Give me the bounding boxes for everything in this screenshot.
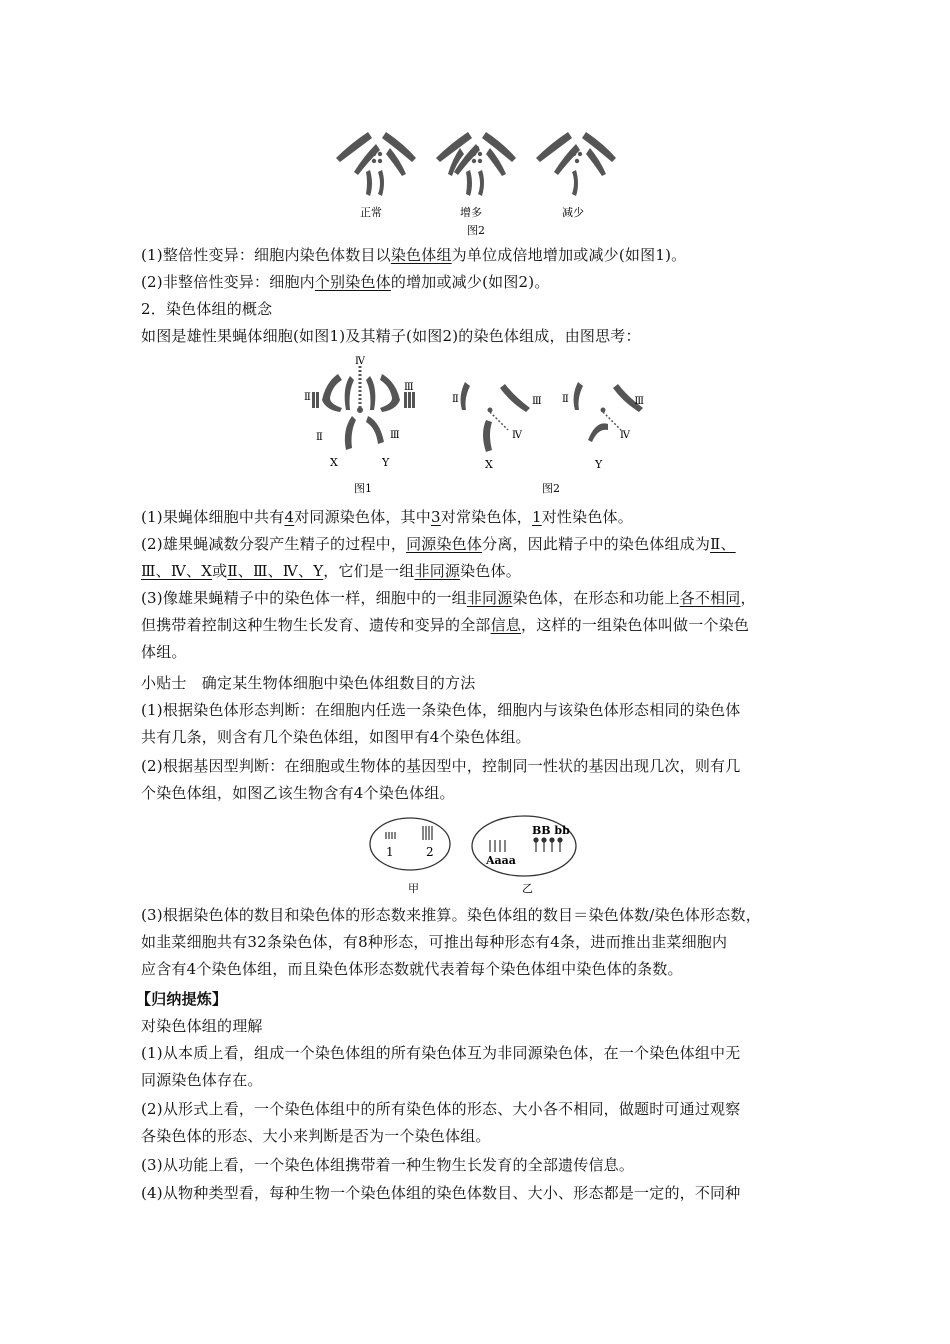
summary-2-line-2: 各染色体的形态、大小来判断是否为一个染色体组。 bbox=[141, 1127, 491, 1145]
answer-blank: 信息 bbox=[490, 616, 522, 634]
answer-blank: 非同源 bbox=[414, 562, 461, 580]
answer-blank: Ⅱ、Ⅲ、Ⅳ、Y bbox=[227, 562, 324, 580]
label-normal: 正常 bbox=[360, 206, 382, 219]
tip-2-line-1: (2)根据基因型判断：在细胞或生物体的基因型中，控制同一性状的基因出现几次，则有几 bbox=[141, 757, 741, 775]
figure-caption-2: 图2 bbox=[542, 482, 560, 495]
section-title: 2．染色体组的概念 bbox=[141, 300, 273, 318]
tip-3-line-3: 应含有4个染色体组，而且染色体形态数就代表着每个染色体组中染色体的条数。 bbox=[141, 960, 683, 978]
figure-caption-1: 图1 bbox=[354, 482, 372, 495]
question-3-line-3: 体组。 bbox=[141, 643, 187, 661]
genotype-bbbb: BB bb bbox=[532, 824, 570, 837]
summary-1-line-2: 同源染色体存在。 bbox=[141, 1071, 263, 1089]
tip-1-line-1: (1)根据染色体形态判断：在细胞内任选一条染色体，细胞内与该染色体形态相同的染色体 bbox=[141, 701, 741, 719]
question-3-line-1: (3)像雄果蝇精子中的染色体一样，细胞中的一组非同源染色体，在形态和功能上各不相同， bbox=[141, 589, 756, 607]
roman-ii: Ⅱ bbox=[316, 432, 323, 443]
section-intro: 如图是雄性果蝇体细胞(如图1)及其精子(如图2)的染色体组成，由图思考： bbox=[141, 327, 641, 345]
roman-iii: Ⅲ bbox=[634, 396, 644, 407]
cell-yi-chromosomes bbox=[490, 838, 562, 852]
answer-blank: Ⅲ、Ⅳ、X bbox=[141, 562, 213, 580]
answer-blank: 1 bbox=[531, 508, 542, 526]
roman-iii: Ⅲ bbox=[532, 396, 542, 407]
answer-blank: 4 bbox=[284, 508, 295, 526]
summary-4: (4)从物种类型看，每种生物一个染色体组的染色体数目、大小、形态都是一定的，不同种 bbox=[141, 1184, 741, 1202]
normal-chromosome-set bbox=[336, 132, 416, 196]
summary-1-line-1: (1)从本质上看，组成一个染色体组的所有染色体互为非同源染色体，在一个染色体组中无 bbox=[141, 1044, 741, 1062]
roman-iii: Ⅲ bbox=[404, 382, 414, 393]
tips-title: 小贴士 确定某生物体细胞中染色体组数目的方法 bbox=[141, 674, 476, 692]
cell-jia bbox=[370, 818, 450, 870]
question-3-line-2: 但携带着控制这种生物生长发育、遗传和变异的全部信息，这样的一组染色体叫做一个染色 bbox=[141, 616, 750, 634]
roman-ii: Ⅱ bbox=[452, 394, 459, 405]
label-yi: 乙 bbox=[522, 882, 533, 895]
cell-diagram-figure bbox=[364, 810, 584, 896]
roman-iv: Ⅳ bbox=[512, 430, 522, 441]
roman-iv: Ⅳ bbox=[620, 430, 630, 441]
label-y: Y bbox=[595, 458, 603, 471]
question-2-line-1: (2)雄果蝇减数分裂产生精子的过程中，同源染色体分离，因此精子中的染色体组成为Ⅱ、 bbox=[141, 535, 736, 553]
tip-3-line-2: 如韭菜细胞共有32条染色体，有8种形态，可推出每种形态有4条，进而推出韭菜细胞内 bbox=[141, 933, 728, 951]
answer-blank: 各不相同 bbox=[679, 589, 741, 607]
label-decrease: 减少 bbox=[562, 206, 584, 219]
answer-blank: 非同源 bbox=[466, 589, 513, 607]
label-jia: 甲 bbox=[408, 882, 419, 895]
roman-iii: Ⅲ bbox=[390, 430, 400, 441]
summary-heading: 【归纳提炼】 bbox=[136, 990, 228, 1008]
label-x: X bbox=[485, 458, 493, 471]
figure-caption-top: 图2 bbox=[467, 224, 485, 236]
summary-2-line-1: (2)从形式上看，一个染色体组中的所有染色体的形态、大小各不相同，做题时可通过观察 bbox=[141, 1100, 741, 1118]
fruit-fly-chromosome-figure bbox=[300, 352, 650, 498]
decrease-chromosome-set bbox=[536, 132, 616, 196]
sperm-y-chromosomes bbox=[574, 382, 643, 442]
label-x: X bbox=[330, 456, 338, 469]
roman-iv: Ⅳ bbox=[355, 356, 365, 367]
roman-ii: Ⅱ bbox=[562, 394, 569, 405]
variation-item-2: (2)非整倍性变异：细胞内个别染色体的增加或减少(如图2)。 bbox=[141, 273, 550, 291]
tip-2-line-2: 个染色体组，如图乙该生物含有4个染色体组。 bbox=[141, 784, 455, 802]
answer-blank: 染色体组 bbox=[390, 246, 452, 264]
sperm-x-chromosomes bbox=[461, 382, 530, 452]
answer-blank: 3 bbox=[431, 508, 441, 526]
tip-3-line-1: (3)根据染色体的数目和染色体的形态数来推算。染色体组的数目＝染色体数/染色体形态数， bbox=[141, 906, 761, 924]
answer-blank: 同源染色体 bbox=[406, 535, 483, 553]
cell-jia-number-2: 2 bbox=[426, 845, 434, 859]
answer-blank: Ⅱ、 bbox=[710, 535, 736, 553]
question-2-line-2: Ⅲ、Ⅳ、X或Ⅱ、Ⅲ、Ⅳ、Y，它们是一组非同源染色体。 bbox=[141, 562, 521, 580]
label-y: Y bbox=[382, 456, 390, 469]
label-increase: 增多 bbox=[460, 206, 482, 219]
genotype-aaaa: Aaaa bbox=[486, 854, 516, 867]
question-1: (1)果蝇体细胞中共有4对同源染色体，其中3对常染色体，1对性染色体。 bbox=[141, 508, 633, 526]
variation-item-1: (1)整倍性变异：细胞内染色体数目以染色体组为单位成倍地增加或减少(如图1)。 bbox=[141, 246, 687, 264]
chromosome-variation-figure bbox=[330, 124, 620, 236]
cell-jia-chromosomes bbox=[386, 826, 432, 840]
roman-ii: Ⅱ bbox=[304, 392, 311, 403]
summary-3: (3)从功能上看，一个染色体组携带着一种生物生长发育的全部遗传信息。 bbox=[141, 1156, 635, 1174]
increase-chromosome-set bbox=[436, 132, 516, 196]
answer-blank: 个别染色体 bbox=[314, 273, 391, 291]
tip-1-line-2: 共有几条，则含有几个染色体组，如图甲有4个染色体组。 bbox=[141, 728, 531, 746]
cell-jia-number-1: 1 bbox=[386, 845, 394, 859]
summary-subtitle: 对染色体组的理解 bbox=[141, 1017, 263, 1035]
